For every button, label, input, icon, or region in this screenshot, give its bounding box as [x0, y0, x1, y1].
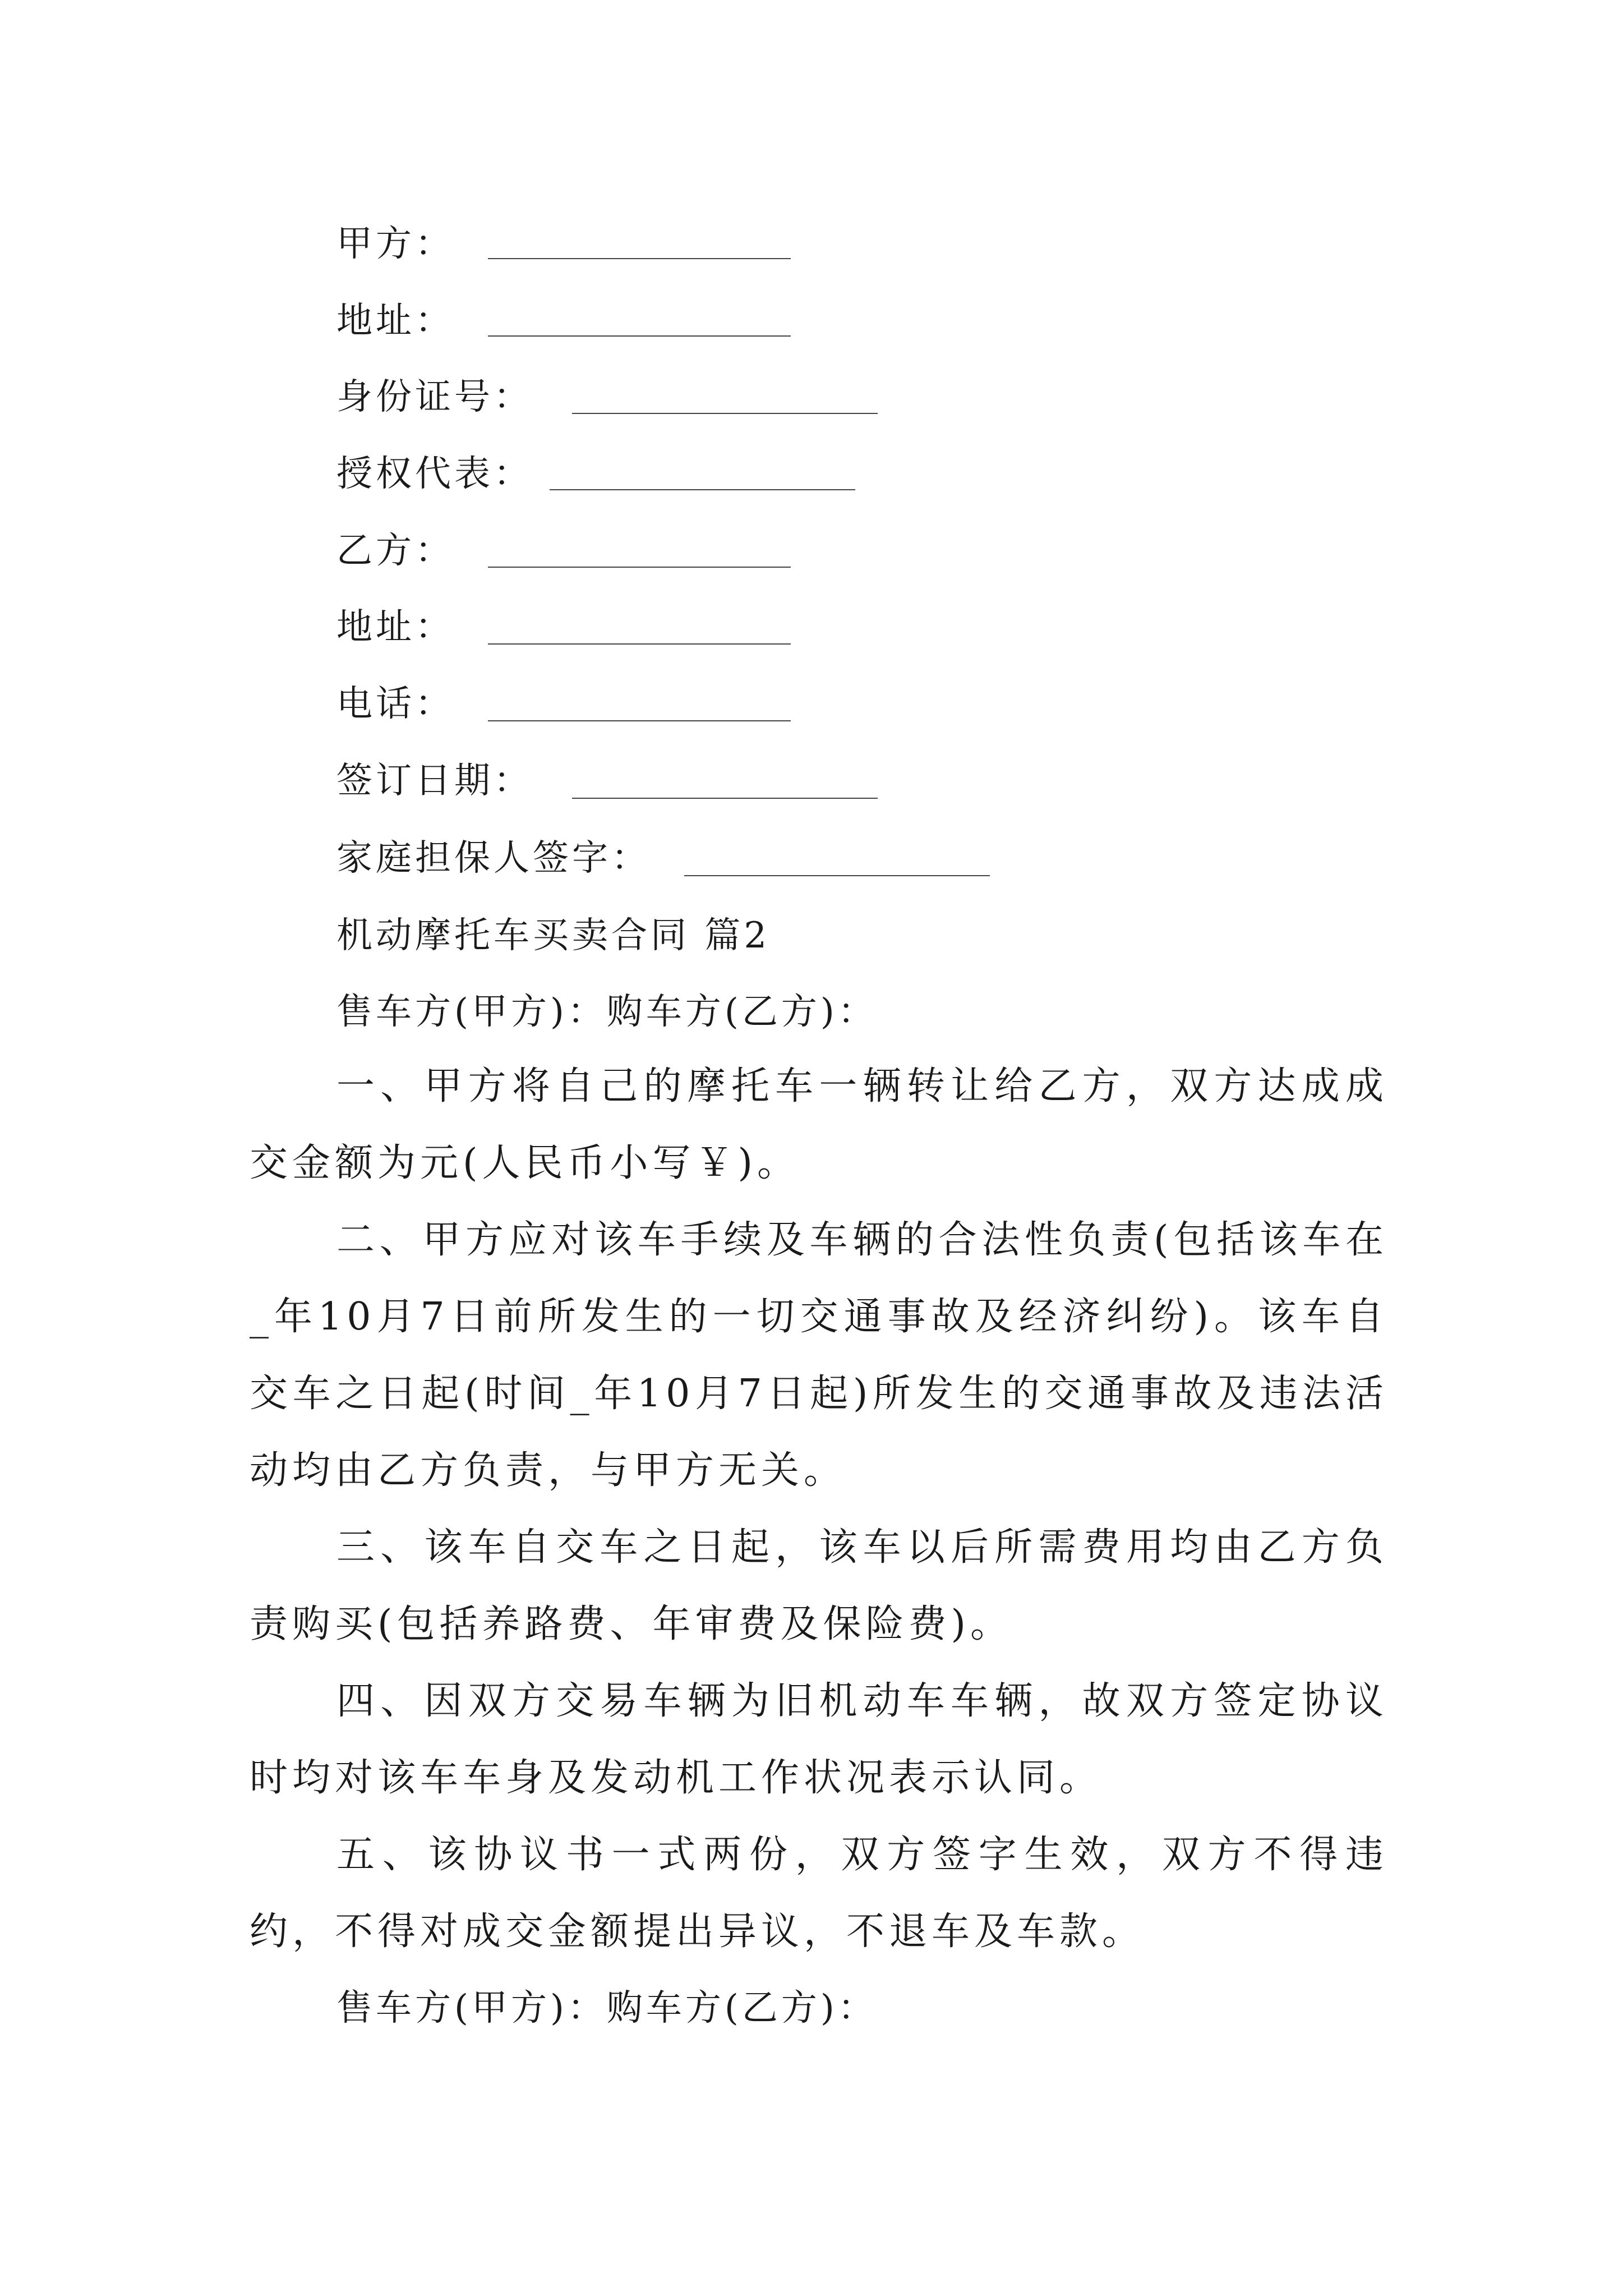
- field-label: 乙方：: [336, 530, 454, 572]
- field-label: 地址：: [336, 606, 454, 648]
- blank-line: [488, 334, 791, 337]
- clause-5: 五、该协议书一式两份，双方签字生效，双方不得违约，不得对成交金额提出异议，不退车及车款。: [250, 1833, 1388, 1954]
- blank-line: [572, 412, 878, 414]
- field-guarantor-signature: [336, 836, 651, 881]
- field-phone: [336, 682, 454, 726]
- field-id-number: [336, 375, 533, 420]
- blank-line: [684, 874, 990, 876]
- field-party-b: [336, 528, 454, 573]
- blank-line: [488, 257, 791, 259]
- closing-parties-line: [336, 1986, 877, 2031]
- blank-line: [572, 797, 878, 799]
- field-label: 地址：: [336, 300, 454, 342]
- field-label: 家庭担保人签字：: [336, 838, 651, 879]
- field-address-b: [336, 605, 454, 650]
- blank-line: [488, 642, 791, 645]
- field-label: 身份证号：: [336, 376, 533, 418]
- heading-text: 机动摩托车买卖合同 篇2: [336, 915, 771, 956]
- field-label: 电话：: [336, 683, 454, 725]
- field-label: 授权代表：: [336, 453, 533, 495]
- field-party-a: [336, 222, 454, 266]
- field-address-a: [336, 298, 454, 343]
- blank-line: [550, 488, 855, 490]
- clause-3: 三、该车自交车之日起，该车以后所需费用均由乙方负责购买(包括养路费、年审费及保险费)。: [250, 1525, 1388, 1646]
- clause-4: 四、因双方交易车辆为旧机动车车辆，故双方签定协议时均对该车车身及发动机工作状况表示认同。: [250, 1679, 1388, 1800]
- field-label: 甲方：: [336, 223, 454, 265]
- blank-line: [488, 719, 791, 721]
- field-label: 签订日期：: [336, 760, 533, 802]
- field-authorized-rep: [336, 452, 533, 496]
- field-sign-date: [336, 758, 533, 803]
- clause-2: 二、甲方应对该车手续及车辆的合法性负责(包括该车在_年10月7日前所发生的一切交通事故及经济纠纷)。该车自交车之日起(时间_年10月7日起)所发生的交通事故及违法活动均由乙方负责，与甲方无关。: [250, 1218, 1388, 1493]
- clause-1: 一、甲方将自己的摩托车一辆转让给乙方，双方达成成交金额为元(人民币小写￥)。: [250, 1064, 1388, 1185]
- parties-line: [336, 990, 877, 1034]
- parties-text: 售车方(甲方)：购车方(乙方)：: [336, 991, 877, 1033]
- closing-text: 售车方(甲方)：购车方(乙方)：: [336, 1987, 877, 2029]
- contract-heading: [336, 913, 770, 958]
- blank-line: [488, 565, 791, 568]
